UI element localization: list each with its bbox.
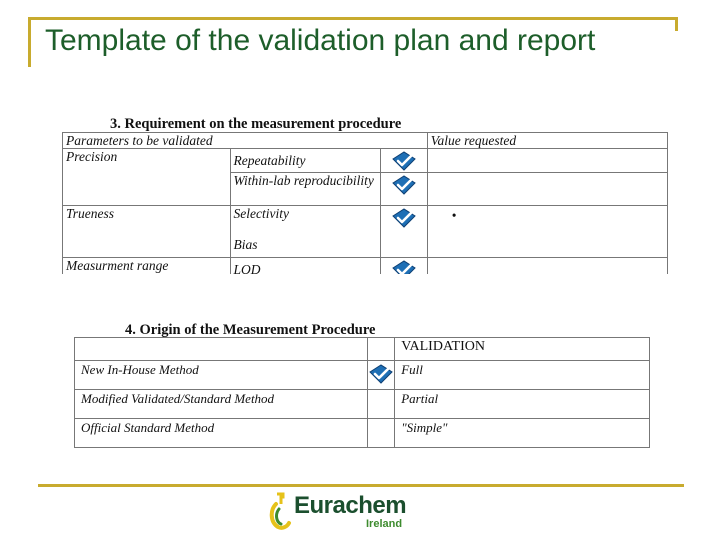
table-row — [63, 258, 668, 275]
param-label: Bias — [233, 237, 258, 252]
check-cell[interactable] — [381, 173, 427, 206]
origin-table — [74, 337, 650, 448]
header-parameters — [63, 133, 428, 149]
check-cell[interactable] — [368, 419, 395, 448]
header-blank — [75, 338, 368, 361]
group-label: Trueness — [66, 206, 115, 221]
table-row — [75, 390, 650, 419]
validation-cell: Partial — [395, 390, 650, 419]
group-cell — [63, 258, 231, 275]
checkbox-checked-icon[interactable] — [391, 174, 417, 196]
header-value-label: Value requested — [430, 133, 517, 148]
validation-header: VALIDATION — [395, 338, 650, 361]
param-label: LOD — [233, 262, 261, 274]
check-cell[interactable] — [381, 258, 427, 275]
title-frame-top — [28, 17, 678, 20]
value-cell[interactable] — [427, 173, 667, 206]
value-cell[interactable] — [427, 258, 667, 275]
param-label: Repeatability — [233, 153, 306, 168]
eurachem-logo — [268, 492, 408, 532]
group-label: Measurment range — [66, 258, 169, 273]
table-row — [75, 419, 650, 448]
check-cell[interactable] — [381, 149, 427, 173]
param-cell — [230, 258, 381, 275]
method-cell: Modified Validated/Standard Method — [75, 390, 368, 419]
requirements-section — [62, 116, 668, 274]
table-row — [75, 361, 650, 390]
slide-title: Template of the validation plan and report — [45, 24, 596, 57]
validation-cell: Full — [395, 361, 650, 390]
table-row — [63, 149, 668, 173]
footer-rule — [38, 484, 684, 487]
header-blank — [368, 338, 395, 361]
group-cell — [63, 149, 231, 206]
requirements-table — [62, 132, 668, 274]
title-frame-right — [675, 17, 678, 31]
checkbox-checked-icon[interactable] — [391, 207, 417, 229]
group-cell — [63, 206, 231, 258]
table-row — [63, 206, 668, 258]
logo-wordmark: Eurachem — [294, 492, 407, 519]
value-cell[interactable] — [427, 149, 667, 173]
checkbox-checked-icon[interactable] — [368, 363, 394, 385]
flask-icon — [268, 492, 294, 530]
check-cell[interactable] — [381, 206, 427, 258]
title-frame-left — [28, 17, 31, 67]
value-cell[interactable] — [427, 206, 667, 258]
param-cell — [230, 173, 381, 206]
method-cell: Official Standard Method — [75, 419, 368, 448]
param-cell — [230, 206, 381, 258]
table-header-row — [75, 338, 650, 361]
header-value — [427, 133, 667, 149]
logo-subtitle: Ireland — [366, 518, 403, 530]
group-label: Precision — [66, 149, 118, 164]
requirements-heading: 3. Requirement on the measurement procedure — [110, 116, 402, 132]
table-header-row — [63, 133, 668, 149]
origin-heading: 4. Origin of the Measurement Procedure — [125, 322, 376, 338]
checkbox-checked-icon[interactable] — [391, 259, 417, 274]
check-cell[interactable] — [368, 361, 395, 390]
method-cell: New In-House Method — [75, 361, 368, 390]
check-cell[interactable] — [368, 390, 395, 419]
bullet-marker: • — [451, 208, 457, 223]
checkbox-checked-icon[interactable] — [391, 150, 417, 172]
validation-cell: "Simple" — [395, 419, 650, 448]
param-label: Within-lab reproducibility — [233, 173, 374, 188]
param-label: Selectivity — [233, 206, 289, 221]
header-parameters-label: Parameters to be validated — [66, 133, 213, 148]
param-cell — [230, 149, 381, 173]
